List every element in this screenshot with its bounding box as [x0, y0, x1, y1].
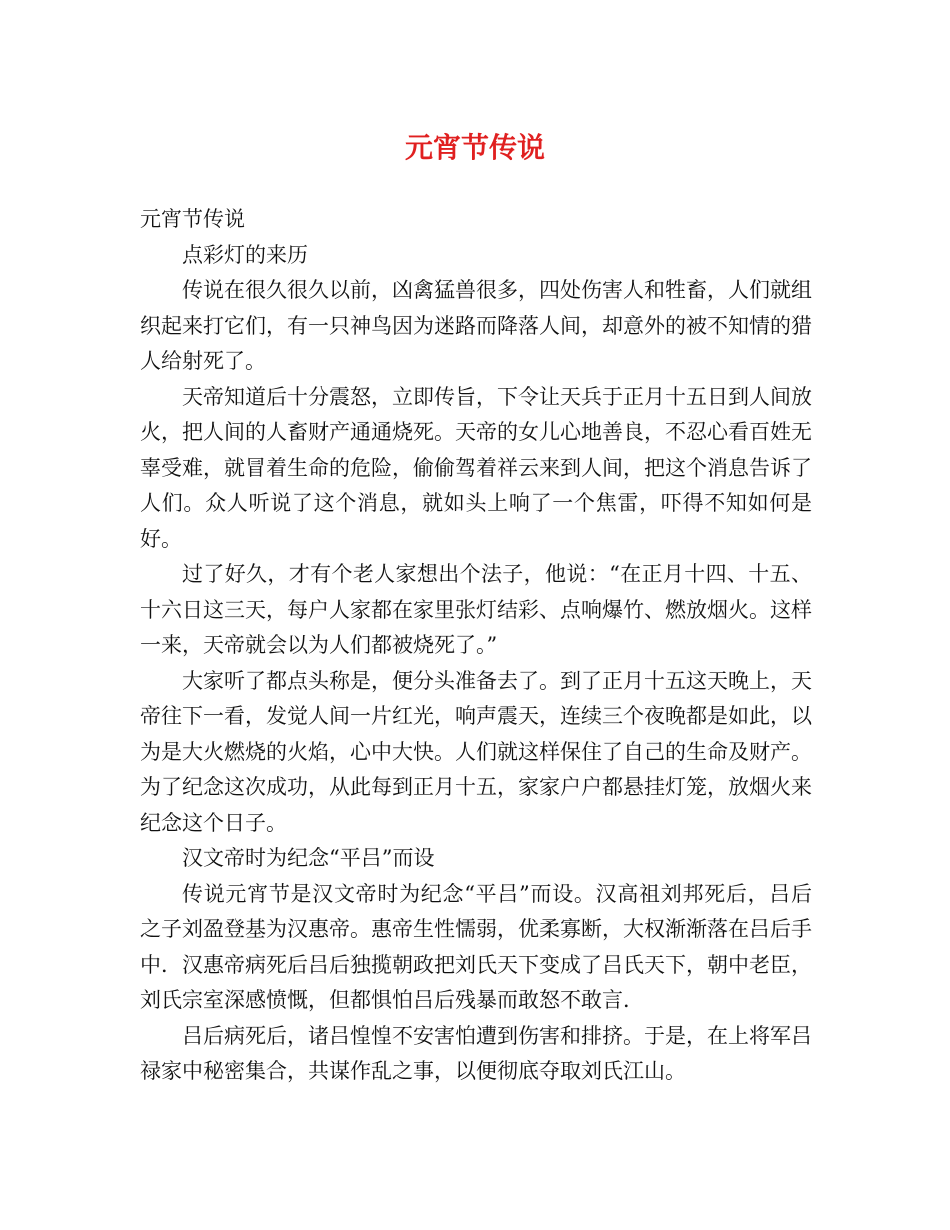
body-paragraph: 天帝知道后十分震怒，立即传旨，下令让天兵于正月十五日到人间放火，把人间的人畜财产通通烧死。天帝的女儿心地善良，不忍心看百姓无辜受难，就冒着生命的危险，偷偷驾着祥云来到人间，把这个消息告诉了人们。众人听说了这个消息，就如头上响了一个焦雷，吓得不知如何是好。 [140, 384, 812, 551]
document-body [140, 202, 812, 1090]
body-paragraph: 传说在很久很久以前，凶禽猛兽很多，四处伤害人和牲畜，人们就组织起来打它们，有一只神鸟因为迷路而降落人间，却意外的被不知情的猎人给射死了。 [140, 278, 812, 373]
body-paragraph: 大家听了都点头称是，便分头准备去了。到了正月十五这天晚上，天帝往下一看，发觉人间一片红光，响声震天，连续三个夜晚都是如此，以为是大火燃烧的火焰，心中大快。人们就这样保住了自己的生命及财产。为了纪念这次成功，从此每到正月十五，家家户户都悬挂灯笼，放烟火来纪念这个日子。 [140, 668, 812, 835]
document-title: 元宵节传说 [404, 131, 545, 164]
subsection-heading: 汉文帝时为纪念“平吕”而设 [182, 846, 435, 870]
section-heading: 元宵节传说 [140, 207, 245, 231]
subsection-heading: 点彩灯的来历 [182, 242, 308, 267]
body-paragraph: 吕后病死后，诸吕惶惶不安害怕遭到伤害和排挤。于是，在上将军吕禄家中秘密集合，共谋作乱之事，以便彻底夺取刘氏江山。 [140, 1023, 812, 1083]
body-paragraph: 过了好久，才有个老人家想出个法子，他说：“在正月十四、十五、十六日这三天，每户人家都在家里张灯结彩、点响爆竹、燃放烟火。这样一来，天帝就会以为人们都被烧死了。” [140, 562, 812, 657]
body-paragraph: 传说元宵节是汉文帝时为纪念“平吕”而设。汉高祖刘邦死后，吕后之子刘盈登基为汉惠帝。惠帝生性懦弱，优柔寡断，大权渐渐落在吕后手中．汉惠帝病死后吕后独揽朝政把刘氏天下变成了吕氏天下，朝中老臣，刘氏宗室深感愤慨，但都惧怕吕后残暴而敢怒不敢言． [140, 881, 812, 1012]
